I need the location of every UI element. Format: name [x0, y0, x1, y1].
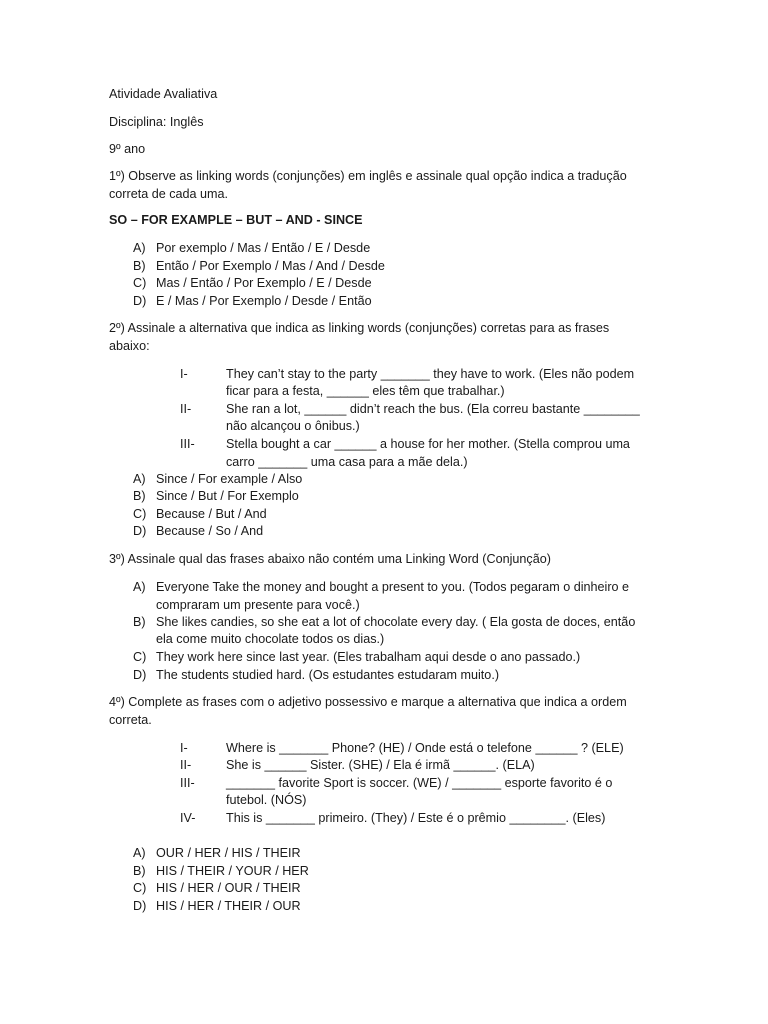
item-line2: futebol. (NÓS): [226, 793, 307, 807]
option-text: Por exemplo / Mas / Então / E / Desde: [156, 241, 371, 255]
q3-prompt: 3º) Assinale qual das frases abaixo não contém uma Linking Word (Conjunção): [109, 552, 551, 566]
option-letter: A): [133, 472, 146, 486]
grade-label: 9º ano: [109, 142, 146, 156]
option-letter: C): [133, 881, 147, 895]
option-letter: B): [133, 864, 146, 878]
option-line1: She likes candies, so she eat a lot of chocolate every day. ( Ela gosta de doces, então: [156, 615, 636, 629]
option-letter: C): [133, 650, 147, 664]
option-letter: C): [133, 507, 147, 521]
item-line1: This is _______ primeiro. (They) / Este é o prêmio ________. (Eles): [226, 811, 606, 825]
option-line1: The students studied hard. (Os estudantes estudaram muito.): [156, 668, 500, 682]
option-line2: compraram um presente para você.): [156, 598, 360, 612]
option-text: HIS / HER / THEIR / OUR: [156, 899, 301, 913]
option-text: E / Mas / Por Exemplo / Desde / Então: [156, 294, 372, 308]
q2-prompt-line1: 2º) Assinale a alternativa que indica as linking words (conjunções) corretas para as frases: [109, 321, 610, 335]
option-line1: Everyone Take the money and bought a present to you. (Todos pegaram o dinheiro e: [156, 580, 630, 594]
q4-prompt-line1: 4º) Complete as frases com o adjetivo possessivo e marque a alternativa que indica a ordem: [109, 695, 627, 709]
item-number: III-: [180, 437, 195, 451]
option-line2: ela come muito chocolate todos os dias.): [156, 632, 385, 646]
option-letter: D): [133, 668, 147, 682]
item-number: II-: [180, 758, 192, 772]
option-letter: D): [133, 524, 147, 538]
option-letter: D): [133, 294, 147, 308]
item-line2: carro _______ uma casa para a mãe dela.): [226, 455, 468, 469]
option-text: OUR / HER / HIS / THEIR: [156, 846, 301, 860]
item-line2: ficar para a festa, ______ eles têm que trabalhar.): [226, 384, 505, 398]
q1-prompt-line1: 1º) Observe as linking words (conjunções) em inglês e assinale qual opção indica a tradução: [109, 169, 627, 183]
document-title: Atividade Avaliativa: [109, 87, 218, 101]
option-letter: B): [133, 615, 146, 629]
item-number: III-: [180, 776, 195, 790]
option-letter: B): [133, 259, 146, 273]
option-text: Então / Por Exemplo / Mas / And / Desde: [156, 259, 385, 273]
item-number: II-: [180, 402, 192, 416]
option-text: HIS / THEIR / YOUR / HER: [156, 864, 309, 878]
option-letter: A): [133, 241, 146, 255]
q4-prompt-line2: correta.: [109, 713, 152, 727]
option-letter: D): [133, 899, 147, 913]
item-line1: She is ______ Sister. (SHE) / Ela é irmã ______. (ELA): [226, 758, 535, 772]
item-line1: Where is _______ Phone? (HE) / Onde está o telefone ______ ? (ELE): [226, 741, 624, 755]
option-text: Because / So / And: [156, 524, 264, 538]
option-text: Since / But / For Exemplo: [156, 489, 299, 503]
item-line2: não alcançou o ônibus.): [226, 419, 360, 433]
item-line1: Stella bought a car ______ a house for her mother. (Stella comprou uma: [226, 437, 630, 451]
option-text: Since / For example / Also: [156, 472, 303, 486]
option-line1: They work here since last year. (Eles trabalham aqui desde o ano passado.): [156, 650, 581, 664]
discipline-label: Disciplina: Inglês: [109, 115, 204, 129]
option-letter: B): [133, 489, 146, 503]
item-line1: She ran a lot, ______ didn’t reach the bus. (Ela correu bastante ________: [226, 402, 640, 416]
q1-linking-words: SO – FOR EXAMPLE – BUT – AND - SINCE: [109, 213, 363, 227]
option-text: HIS / HER / OUR / THEIR: [156, 881, 301, 895]
item-number: I-: [180, 741, 188, 755]
option-text: Because / But / And: [156, 507, 267, 521]
option-letter: C): [133, 276, 147, 290]
item-line1: They can’t stay to the party _______ they have to work. (Eles não podem: [226, 367, 635, 381]
item-line1: _______ favorite Sport is soccer. (WE) / _______ esporte favorito é o: [226, 776, 613, 790]
option-text: Mas / Então / Por Exemplo / E / Desde: [156, 276, 372, 290]
option-letter: A): [133, 580, 146, 594]
q2-prompt-line2: abaixo:: [109, 339, 150, 353]
option-letter: A): [133, 846, 146, 860]
item-number: IV-: [180, 811, 196, 825]
item-number: I-: [180, 367, 188, 381]
q1-prompt-line2: correta de cada uma.: [109, 187, 229, 201]
